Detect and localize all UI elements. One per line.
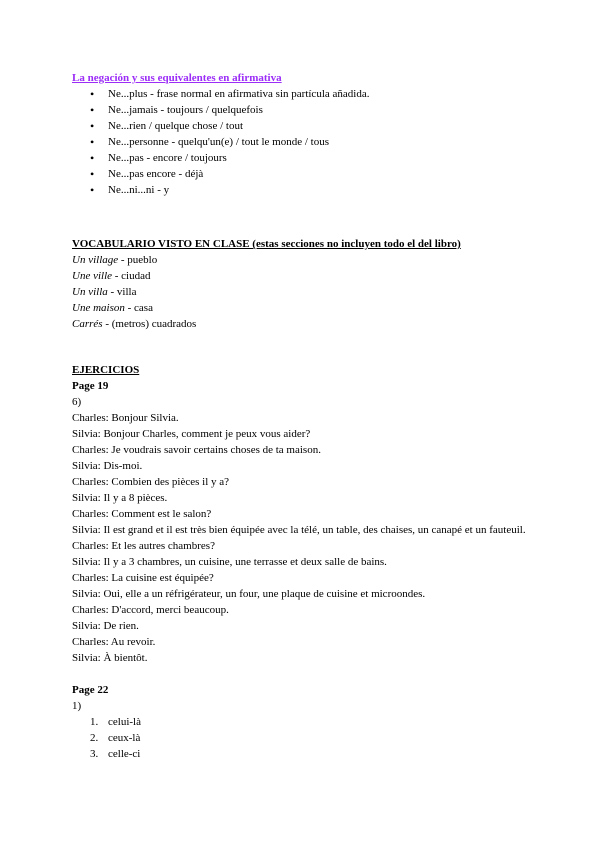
item-text: celle-ci [108,748,141,760]
item-text: celui-là [108,716,141,728]
vocab-entry [72,268,532,284]
dialogue-line: Silvia: Il y a 3 chambres, un cuisine, une terrasse et deux salle de bains. [72,556,387,568]
vocab-title: VOCABULARIO VISTO EN CLASE (estas secciones no incluyen todo el del libro) [72,238,461,250]
dialogue-line: Charles: Comment est le salon? [72,508,212,520]
dialogue-line: Charles: La cuisine est équipée? [72,572,214,584]
vocab-meaning: - casa [124,302,153,314]
negation-title-link[interactable]: La negación y sus equivalentes en afirmativa [72,72,282,84]
item-number: 1. [90,716,99,728]
dialogue-line: Silvia: À bientôt. [72,652,148,664]
page19-heading: Page 19 [72,380,109,392]
dialogue-line: Silvia: Bonjour Charles, comment je peux vous aider? [72,428,311,440]
dialogue-line: Silvia: Dis-moi. [72,460,143,472]
exercises-title: EJERCICIOS [72,364,140,376]
list-item [90,714,532,730]
negation-list [72,86,532,198]
list-item: • Ne...jamais - toujours / quelquefois [108,102,532,118]
item-number: 3. [90,748,99,760]
vocab-term: Une maison [72,302,125,314]
dialogue-line: Charles: Au revoir. [72,636,156,648]
dialogue-line: Silvia: Il y a 8 pièces. [72,492,168,504]
vocab-term: Carrés [72,318,103,330]
dialogue-line: Silvia: Oui, elle a un réfrigérateur, un four, une plaque de cuisine et microondes. [72,588,426,600]
item-number: 2. [90,732,99,744]
list-item: • Ne...pas encore - déjà [108,166,532,182]
dialogue-line: Silvia: Il est grand et il est très bien équipée avec la télé, un table, des chaises, un canapé et un fauteuil. [72,524,526,536]
list-item: • Ne...personne - quelqu'un(e) / tout le monde / tous [108,134,532,150]
dialogue-line: Charles: Bonjour Silvia. [72,412,179,424]
list-item: • Ne...plus - frase normal en afirmativa sin partícula añadida. [108,86,532,102]
vocab-entry [72,316,532,332]
page19-exercise-number: 6) [72,396,82,408]
vocab-meaning: - pueblo [118,254,158,266]
document-content [72,70,532,762]
vocab-meaning: - (metros) cuadrados [102,318,197,330]
vocab-term: Un village [72,254,119,266]
vocab-list [72,252,532,332]
dialogue-line: Charles: D'accord, merci beaucoup. [72,604,229,616]
dialogue [72,410,532,666]
vocab-term: Un villa [72,286,108,298]
spacer [72,332,532,362]
spacer [72,666,532,682]
list-item [90,746,532,762]
dialogue-line: Silvia: De rien. [72,620,139,632]
vocab-entry [72,300,532,316]
answer-list [72,714,532,762]
dialogue-line: Charles: Combien des pièces il y a? [72,476,230,488]
list-item: • Ne...ni...ni - y [108,182,532,198]
vocab-meaning: - villa [107,286,137,298]
vocab-entry [72,252,532,268]
list-item [90,730,532,746]
vocab-meaning: - ciudad [112,270,151,282]
list-item: • Ne...pas - encore / toujours [108,150,532,166]
spacer [72,198,532,236]
vocab-entry [72,284,532,300]
page22-heading: Page 22 [72,684,109,696]
page22-exercise-number: 1) [72,700,82,712]
list-item: • Ne...rien / quelque chose / tout [108,118,532,134]
vocab-term: Une ville [72,270,113,282]
dialogue-line: Charles: Je voudrais savoir certains choses de ta maison. [72,444,321,456]
dialogue-line: Charles: Et les autres chambres? [72,540,215,552]
item-text: ceux-là [108,732,141,744]
